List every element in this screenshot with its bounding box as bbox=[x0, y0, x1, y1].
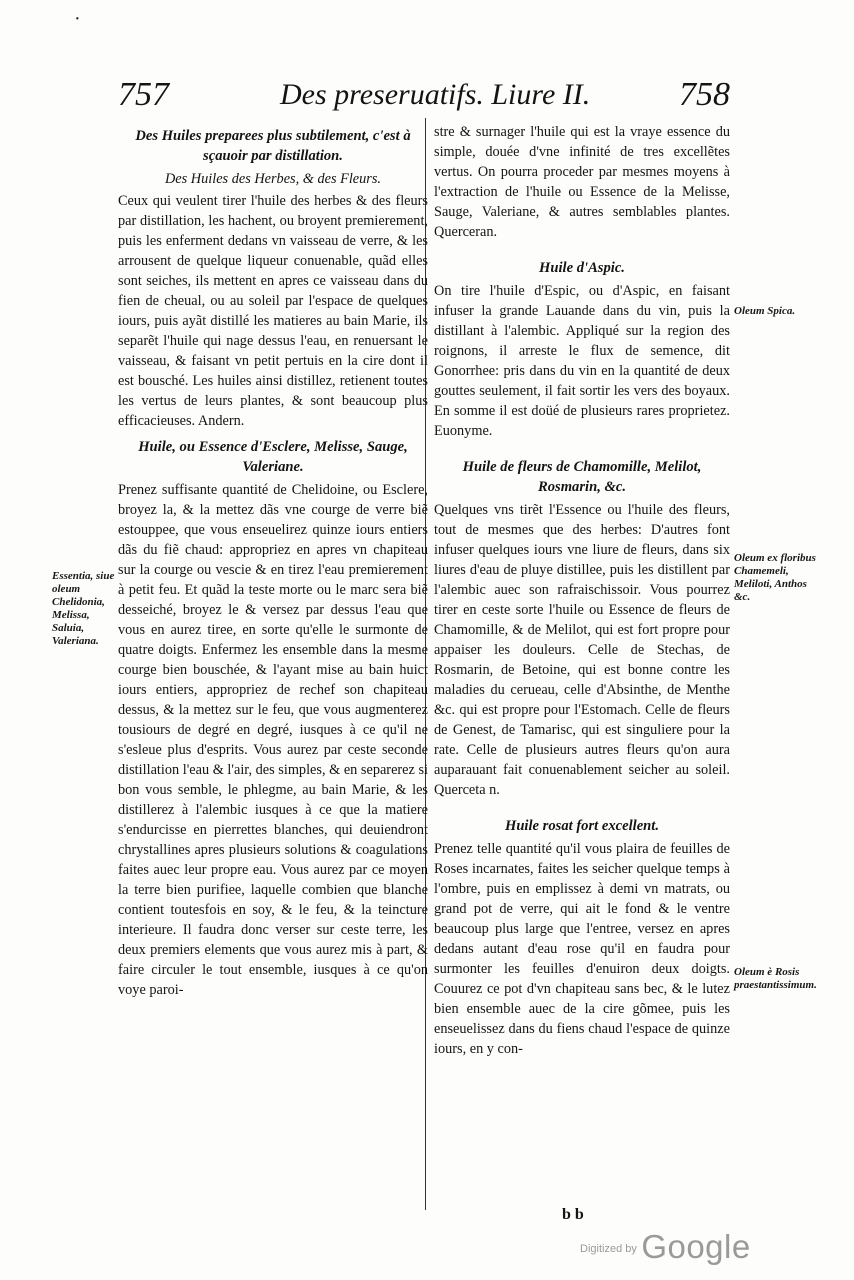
running-header bbox=[110, 76, 730, 122]
margin-note-left: Essentia, siue oleum Chelidonia, Melissa, Saluia, Valeriana. bbox=[52, 570, 115, 647]
scan-speck: · bbox=[74, 8, 81, 30]
section-heading: Huile de fleurs de Chamomille, Melilot, Rosmarin, &c. bbox=[462, 459, 702, 495]
google-logo: Google bbox=[641, 1228, 751, 1265]
watermark-prefix: Digitized by bbox=[580, 1243, 637, 1255]
page-number-left: 757 bbox=[118, 76, 169, 113]
running-title: Des preseruatifs. Liure II. bbox=[280, 78, 591, 111]
signature-mark: b b bbox=[562, 1206, 584, 1223]
left-column bbox=[118, 122, 428, 1006]
right-column bbox=[434, 122, 730, 1065]
section-heading: Des Huiles preparees plus subtilement, c'est à sçauoir par distillation. bbox=[135, 128, 411, 164]
section-heading: Huile d'Aspic. bbox=[539, 260, 625, 276]
paragraph: stre & surnager l'huile qui est la vraye essence du simple, douée d'vne infinité de tres excellẽtes vertus. On pourra proceder par mesmes moyens à l'extraction de l'huile ou Essence de la Melisse, Sauge, Valeriane, & autres semblables plantes. Querceran. bbox=[434, 124, 730, 240]
paragraph: Ceux qui veulent tirer l'huile des herbes & des fleurs par distillation, les hachent, ou broyent premierement, puis les enferment dedans vn vaisseau de verre, & les arrousent de quelque liqueur conuenable, quãd elles sont seiches, ils mettent en apres ce vaisseau dans du fien de cheual, ou au soleil par l'espace de quelques iours, puis ayãt distillé les matieres au bain Marie, ils separẽt l'huile qui nage dessus l'eau, en renuersant le vaisseau, & faisant vn petit pertuis en la cire dont il est bousché. Les huiles ainsi distillez, retienent toutes les vertus de leurs plantes, & sont beaucoup plus efficacieuses. Andern. bbox=[118, 193, 428, 429]
margin-note-right: Oleum è Rosis praestantissimum. bbox=[734, 966, 817, 991]
paragraph: Prenez telle quantité qu'il vous plaira de feuilles de Roses incarnates, faites les seicher quelque temps à l'ombre, puis en emplissez à demi vn matrats, ou grand pot de verre, qui ait le fond & le ventre beaucoup plus large que l'entree, versez en apres dedans autant d'eau rose qu'il en faudra pour surmonter les feuilles d'enuiron deux doigts. Couurez ce pot d'vn chapiteau sans bec, & le lutez bien ensemble auec de la cire gõmee, puis les enseuelissez dans du fiens chaud l'espace de quinze iours, en y con- bbox=[434, 841, 730, 1057]
paragraph: Prenez suffisante quantité de Chelidoine, ou Esclere, broyez la, & la mettez dãs vne courge de verre biẽ estouppee, que vous enseuelirez quinze iours entiers dãs du fiẽ chaud: appropriez en apres vn chapiteau sur la courge ou vescie & en tirez l'eau premierement à petit feu. Et quãd la teste morte ou le marc sera biẽ desseiché, broyez le & versez par dessus l'eau que vous en aurez tiree, en sorte qu'elle le surmonte de quatre doigts. Enfermez les ensemble dans la mesme courge bien bouschée, & l'ayant mise au bain huict iours entiers, appropriez de rechef son chapiteau dessus, & la mettez sur le feu, que vous augmenterez tousiours de degré en degré, iusques à ce qu'il ne s'esleue plus d'esprits. Vous aurez par ceste seconde distillation l'eau & l'air, des simples, & en separerez si bon vous semble, le phlegme, au bain Marie, & les distillerez à l'alembic iusques à ce que la matiere s'endurcisse en pierrettes blanches, qui deuiendront chrystallines apres plusieurs solutions & coagulations faites auec leur propre eau. Vous aurez par ce moyen la terre bien purifiee, laquelle combien que blanche contient toutesfois en soy, & le feu, & la teincture interieure. Il faudra donc verser sur ceste terre, les deux premiers elements que vous aurez mis à part, & faire circuler le tout ensemble, iusques à ce qu'on voye paroi- bbox=[118, 482, 428, 998]
section-heading: Huile, ou Essence d'Esclere, Melisse, Sauge, Valeriane. bbox=[138, 439, 408, 475]
paragraph: On tire l'huile d'Espic, ou d'Aspic, en faisant infuser la grande Lauande dans du vin, puis la distillant à l'alembic. Appliqué sur la region des roignons, il arreste le flux de semence, dit Gonorrhee: pris dans du vin en la quantité de deux gouttes seulement, il fait sortir les vers des boyaux. En somme il est doüé de plusieurs rares proprietez. Euonyme. bbox=[434, 283, 730, 439]
digitized-watermark bbox=[580, 1228, 751, 1266]
section-heading: Huile rosat fort excellent. bbox=[504, 818, 660, 834]
paragraph: Quelques vns tirẽt l'Essence ou l'huile des fleurs, tout de mesmes que des herbes: D'autres font infuser quelques iours vne liure de fleurs, dans six liures d'eau de pluye distillee, puis les distillent par l'alembic auec son rafraischissoir. Vous pourrez tirer en ceste sorte l'huile ou Essence de fleurs de Chamomille, & de Melilot, qui est fort propre pour appaiser les douleurs. Celle de Stechas, de Rosmarin, de Betoine, qui est bonne contre les maladies du cerueau, celle d'Absinthe, de Menthe &c. qui est propre pour l'Estomach. Celle de fleurs de Genest, de Tamarisc, qui est singuliere pour la rate. Celle de plusieurs autres fleurs qu'on aura auparauant fait conuenablement seicher au soleil. Querceta n. bbox=[434, 502, 730, 798]
margin-note-right: Oleum Spica. bbox=[734, 305, 796, 317]
subsection-heading: Des Huiles des Herbes, & des Fleurs. bbox=[164, 171, 381, 187]
margin-note-right: Oleum ex floribus Chamemeli, Meliloti, Anthos &c. bbox=[734, 552, 816, 603]
page-number-right: 758 bbox=[679, 76, 730, 113]
